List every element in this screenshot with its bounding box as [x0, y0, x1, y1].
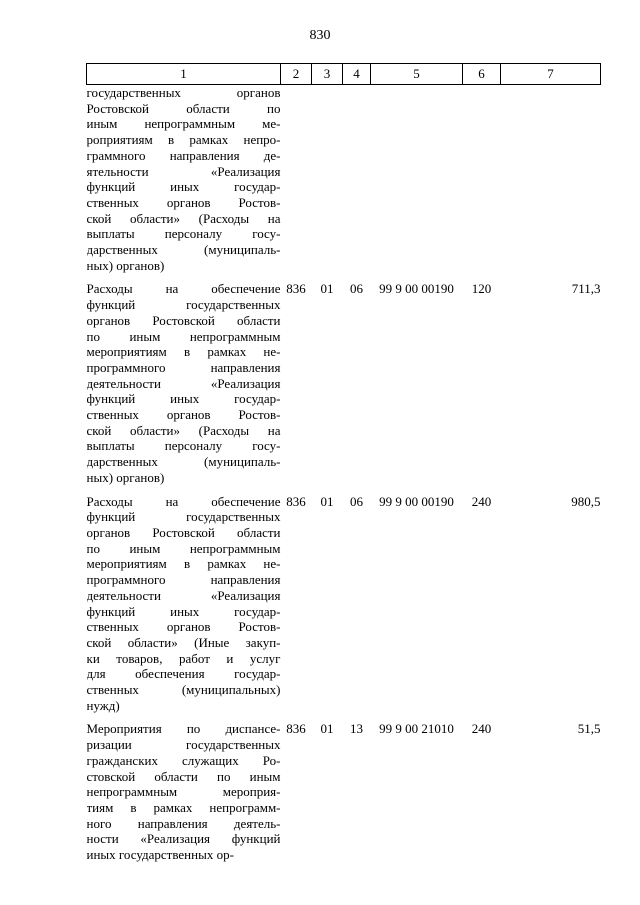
description-line: ской области» (Расходы на	[86, 210, 281, 226]
subsection-code-cell: 06	[350, 281, 363, 297]
description-line: граммного направления де-	[86, 147, 281, 163]
subsection-code-cell: 06	[350, 493, 363, 509]
description-line: для обеспечения государ-	[86, 666, 281, 682]
description-line: программного направления	[86, 572, 281, 588]
description-line: по иным непрограммным	[86, 540, 281, 556]
description-line: функций государственных	[86, 297, 281, 313]
ministry-code-cell: 836	[286, 721, 306, 737]
description-line: программного направления	[86, 359, 281, 375]
description-line: ской области» (Расходы на	[86, 422, 281, 438]
description-cell	[87, 281, 281, 485]
description-line: функций иных государ-	[86, 179, 281, 195]
expense-type-cell: 240	[471, 721, 492, 737]
ministry-code-cell	[281, 85, 312, 274]
header-col-5: 5	[371, 64, 463, 85]
target-article-cell: 99 9 00 00190	[379, 281, 454, 297]
description-line: ки товаров, работ и услуг	[86, 650, 281, 666]
description-line: гражданских служащих Ро-	[86, 752, 281, 768]
description-line: мероприятиям в рамках не-	[86, 556, 281, 572]
description-line: ственных органов Ростов-	[86, 194, 281, 210]
description-line: иных государственных ор-	[86, 847, 234, 863]
page-number: 830	[309, 28, 331, 43]
table-row	[87, 494, 601, 714]
description-line: Мероприятия по диспансе-	[86, 721, 281, 737]
description-line: непрограммным мероприя-	[86, 784, 281, 800]
description-line: ных) органов)	[86, 257, 165, 273]
table-row	[87, 85, 601, 274]
target-article-cell	[371, 85, 463, 274]
section-code-cell: 01	[320, 281, 334, 297]
description-line: дарственных (муниципаль-	[86, 242, 281, 258]
section-code-cell: 01	[320, 493, 334, 509]
description-line: дарственных (муниципаль-	[86, 454, 281, 470]
target-article-cell: 99 9 00 00190	[379, 493, 454, 509]
description-line: ных) органов)	[86, 469, 165, 485]
header-col-4: 4	[343, 64, 371, 85]
description-line: мероприятиям в рамках не-	[86, 344, 281, 360]
description-line: деятельности «Реализация	[86, 587, 281, 603]
row-spacer	[87, 486, 601, 494]
subsection-code-cell: 13	[350, 721, 363, 737]
row-spacer	[87, 713, 601, 721]
description-cell	[87, 494, 281, 714]
table-row	[87, 721, 601, 862]
table-row	[87, 281, 601, 485]
row-spacer-cell	[87, 273, 601, 281]
description-line: функций иных государ-	[86, 603, 281, 619]
description-line: органов Ростовской области	[86, 524, 281, 540]
amount-cell: 51,5	[577, 721, 601, 737]
header-col-6: 6	[463, 64, 501, 85]
header-col-3: 3	[312, 64, 343, 85]
expense-type-cell: 240	[471, 493, 492, 509]
description-line: выплаты персоналу госу-	[86, 438, 281, 454]
description-line: роприятиям в рамках непро-	[86, 132, 281, 148]
description-line: органов Ростовской области	[86, 312, 281, 328]
header-col-2: 2	[281, 64, 312, 85]
expense-type-cell	[463, 85, 501, 274]
budget-table	[86, 63, 601, 863]
row-spacer-cell	[87, 713, 601, 721]
description-line: функций иных государ-	[86, 391, 281, 407]
description-line: выплаты персоналу госу-	[86, 226, 281, 242]
description-line: ризации государственных	[86, 737, 281, 753]
row-spacer-cell	[87, 486, 601, 494]
amount-cell: 980,5	[571, 493, 601, 509]
ministry-code-cell: 836	[286, 493, 306, 509]
header-col-1: 1	[87, 64, 281, 85]
description-line: нужд)	[86, 697, 120, 713]
description-line: ственных (муниципальных)	[86, 682, 281, 698]
header-row	[87, 64, 601, 85]
description-line: Расходы на обеспечение	[86, 493, 281, 509]
description-line: ятельности «Реализация	[86, 163, 281, 179]
description-cell	[87, 85, 281, 274]
section-code-cell	[312, 85, 343, 274]
description-line: стовской области по иным	[86, 768, 281, 784]
description-line: Ростовской области по	[86, 100, 281, 116]
description-line: государственных органов	[86, 85, 281, 100]
description-line: ного направления деятель-	[86, 815, 281, 831]
amount-cell: 711,3	[571, 281, 601, 297]
description-line: тиям в рамках непрограмм-	[86, 799, 281, 815]
description-line: ственных органов Ростов-	[86, 407, 281, 423]
description-line: ственных органов Ростов-	[86, 619, 281, 635]
subsection-code-cell	[343, 85, 371, 274]
description-line: Расходы на обеспечение	[86, 281, 281, 297]
description-line: по иным непрограммным	[86, 328, 281, 344]
amount-cell	[501, 85, 601, 274]
header-col-7: 7	[501, 64, 601, 85]
description-line: ности «Реализация функций	[86, 831, 281, 847]
ministry-code-cell: 836	[286, 281, 306, 297]
target-article-cell: 99 9 00 21010	[379, 721, 454, 737]
description-line: деятельности «Реализация	[86, 375, 281, 391]
section-code-cell: 01	[320, 721, 334, 737]
description-line: функций государственных	[86, 509, 281, 525]
expense-type-cell: 120	[471, 281, 492, 297]
description-line: иным непрограммным ме-	[86, 116, 281, 132]
row-spacer	[87, 273, 601, 281]
description-cell	[87, 721, 281, 862]
description-line: ской области» (Иные закуп-	[86, 634, 281, 650]
